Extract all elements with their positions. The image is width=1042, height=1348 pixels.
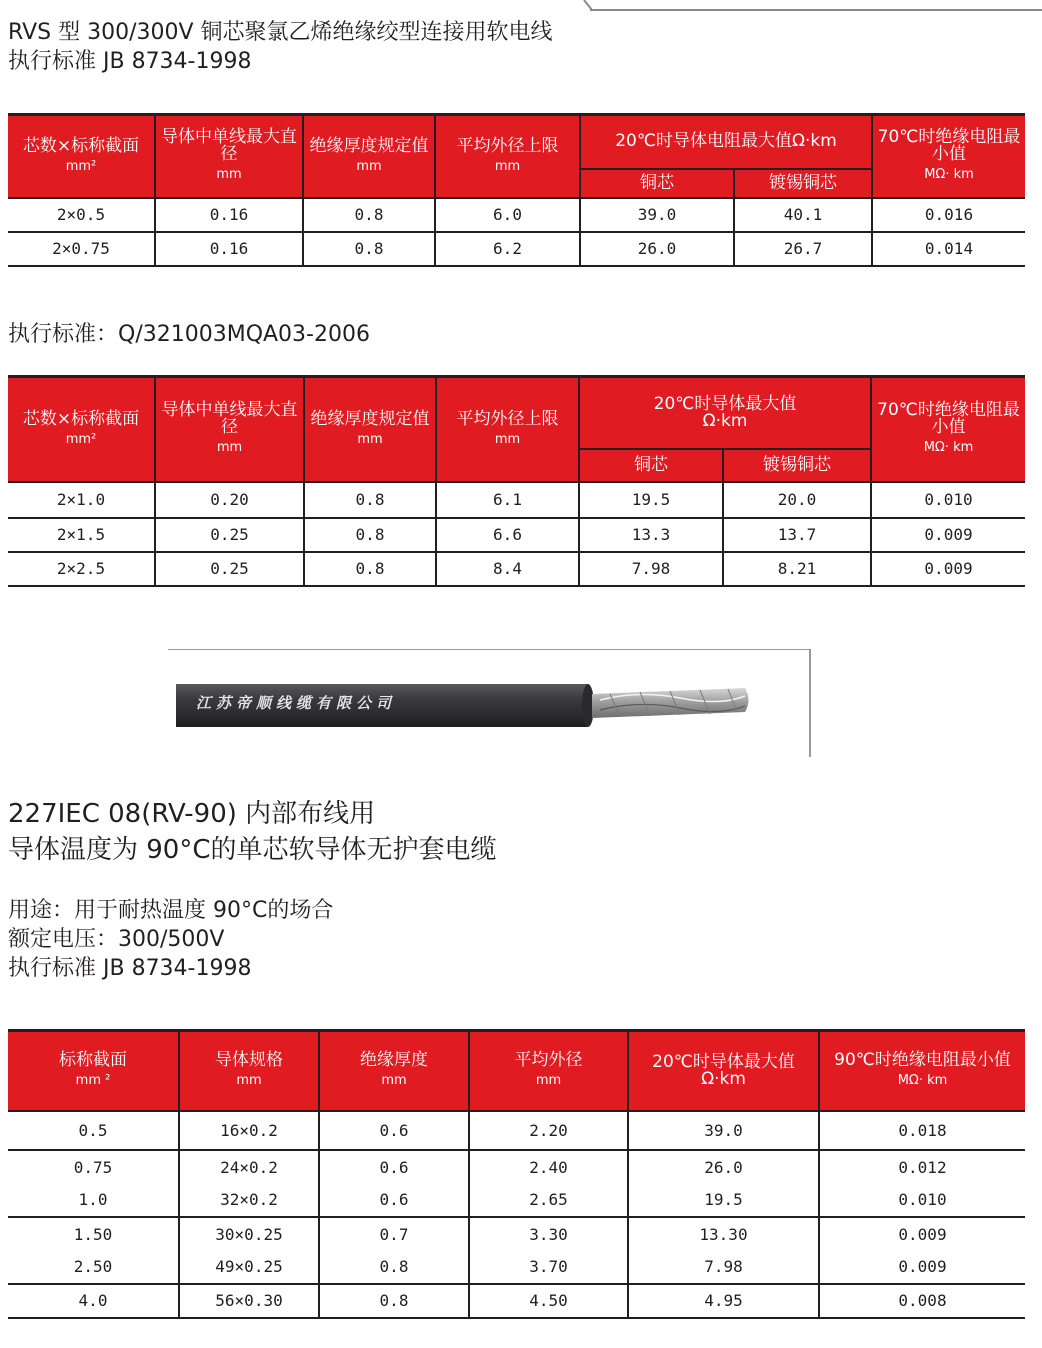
- header-wire-diameter: 导体中单线最大直径 mm: [155, 115, 303, 198]
- header-tinned-copper: 镀锡铜芯: [734, 169, 872, 198]
- table-row: 1.0 32×0.2 0.6 2.65 19.5 0.010: [8, 1184, 1025, 1217]
- table-row: 2×1.5 0.25 0.8 6.6 13.3 13.7 0.009: [8, 518, 1025, 552]
- spec-table-rv90: [8, 1029, 1025, 1319]
- header-nominal-section: 标称截面 mm ²: [8, 1031, 179, 1111]
- table-row: 0.75 24×0.2 0.6 2.40 26.0 0.012: [8, 1150, 1025, 1184]
- header-outer-diameter: 平均外径上限 mm: [436, 377, 579, 482]
- table-row: 2×1.0 0.20 0.8 6.1 19.5 20.0 0.010: [8, 482, 1025, 518]
- table-row: 2×2.5 0.25 0.8 8.4 7.98 8.21 0.009: [8, 552, 1025, 586]
- header-insulation-thickness: 绝缘厚度规定值 mm: [304, 377, 436, 482]
- header-conductor-resistance: 20℃时导体电阻最大值Ω·km: [580, 115, 872, 169]
- header-conductor-resistance: 20℃时导体最大值 Ω·km: [579, 377, 871, 449]
- header-copper: 铜芯: [579, 449, 723, 482]
- section3-title-line2: 导体温度为 90°C的单芯软导体无护套电缆: [8, 835, 497, 865]
- table-row: 0.5 16×0.2 0.6 2.20 39.0 0.018: [8, 1111, 1025, 1150]
- table-row: 2.50 49×0.25 0.8 3.70 7.98 0.009: [8, 1251, 1025, 1284]
- header-insulation-resistance: 90℃时绝缘电阻最小值 MΩ· km: [819, 1031, 1025, 1111]
- header-cores-section: 芯数×标称截面 mm²: [8, 115, 155, 198]
- cable-print-text: 江苏帝顺线缆有限公司: [196, 694, 397, 712]
- header-outer-diameter: 平均外径 mm: [469, 1031, 628, 1111]
- header-outer-diameter: 平均外径上限 mm: [435, 115, 580, 198]
- section2-standard: 执行标准：Q/321003MQA03-2006: [8, 322, 370, 347]
- header-cores-section: 芯数×标称截面 mm²: [8, 377, 155, 482]
- header-insulation-resistance: 70℃时绝缘电阻最小值 MΩ· km: [871, 377, 1025, 482]
- table-row: 4.0 56×0.30 0.8 4.50 4.95 0.008: [8, 1284, 1025, 1318]
- section3-standard: 执行标准 JB 8734-1998: [8, 956, 252, 981]
- section3-voltage: 额定电压：300/500V: [8, 927, 225, 952]
- header-wire-diameter: 导体中单线最大直径 mm: [155, 377, 304, 482]
- table-row: 2×0.75 0.16 0.8 6.2 26.0 26.7 0.014: [8, 232, 1025, 266]
- section1-title: RVS 型 300/300V 铜芯聚氯乙烯绝缘绞型连接用软电线: [8, 20, 553, 45]
- header-conductor-resistance: 20℃时导体最大值 Ω·km: [628, 1031, 819, 1111]
- header-insulation-thickness: 绝缘厚度 mm: [319, 1031, 469, 1111]
- header-tinned-copper: 镀锡铜芯: [723, 449, 871, 482]
- section3-usage: 用途：用于耐热温度 90°C的场合: [8, 898, 334, 923]
- header-copper: 铜芯: [580, 169, 734, 198]
- header-conductor-spec: 导体规格 mm: [179, 1031, 319, 1111]
- header-insulation-thickness: 绝缘厚度规定值 mm: [303, 115, 435, 198]
- table-row: 2×0.5 0.16 0.8 6.0 39.0 40.1 0.016: [8, 198, 1025, 232]
- section1-standard: 执行标准 JB 8734-1998: [8, 49, 252, 74]
- table-row: 1.50 30×0.25 0.7 3.30 13.30 0.009: [8, 1217, 1025, 1251]
- header-insulation-resistance: 70℃时绝缘电阻最小值 MΩ· km: [872, 115, 1025, 198]
- section3-title-line1: 227IEC 08(RV-90) 内部布线用: [8, 799, 376, 829]
